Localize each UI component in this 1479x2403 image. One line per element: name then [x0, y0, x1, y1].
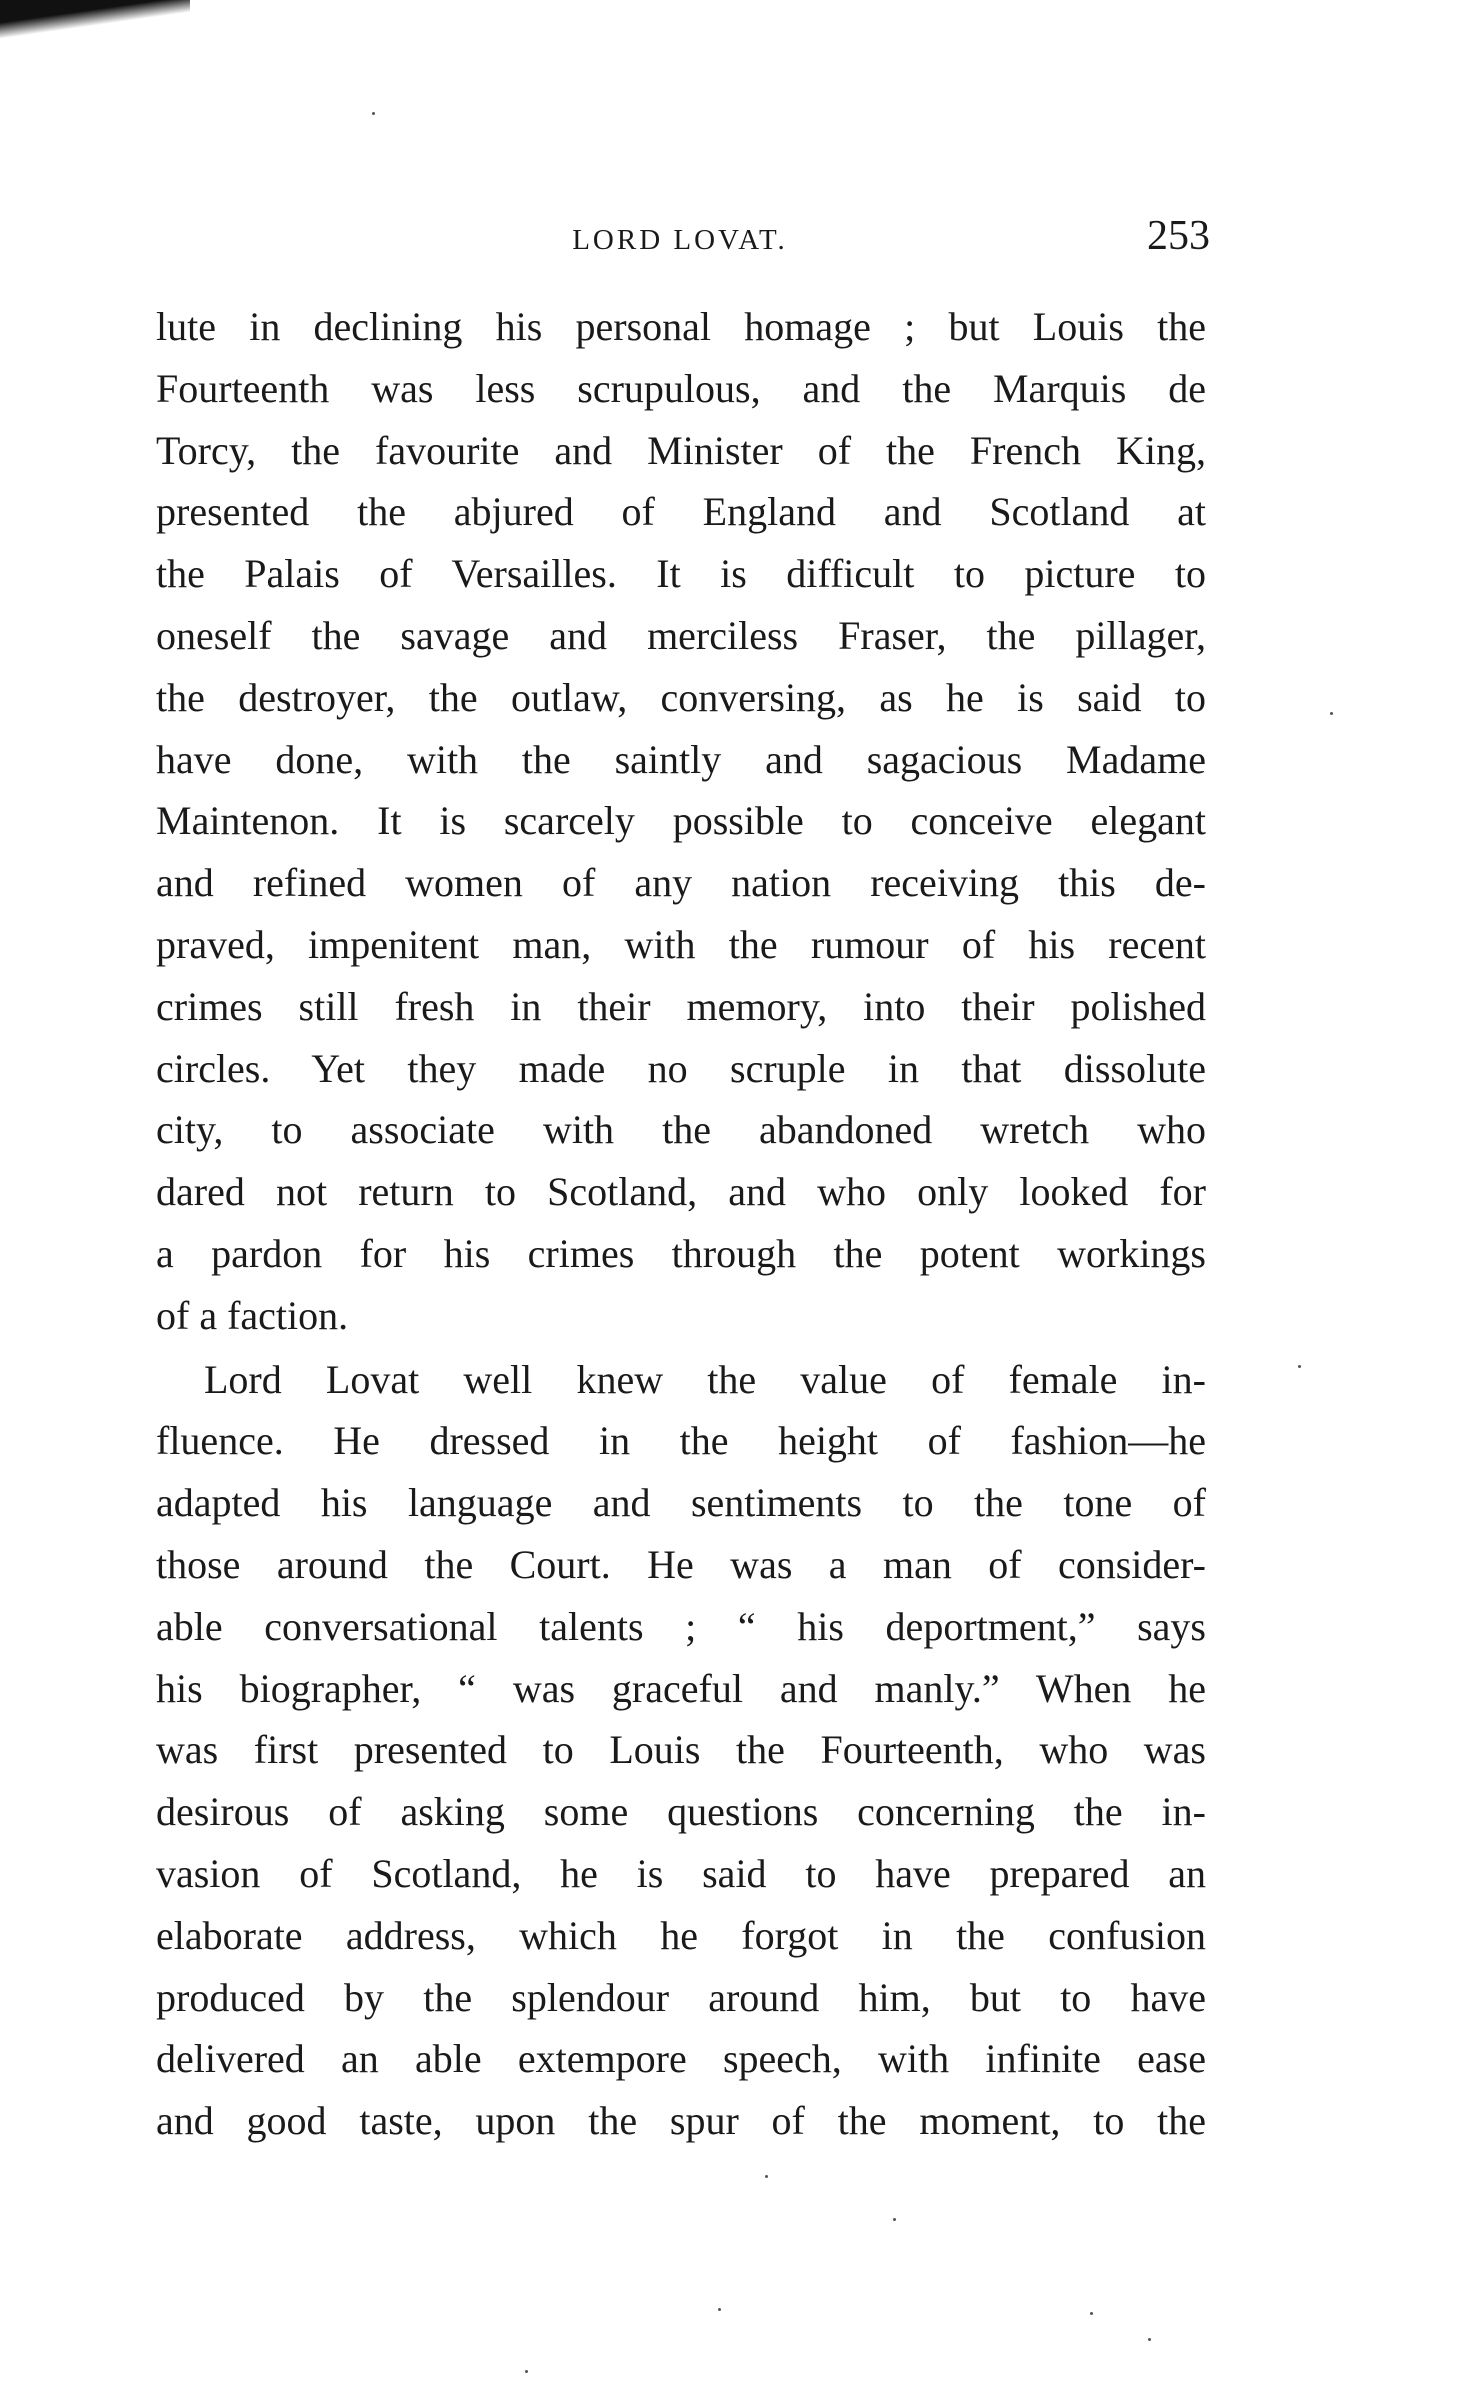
page-number: 253	[1147, 213, 1210, 259]
text-line: the destroyer, the outlaw, conversing, as he is said to	[156, 674, 1206, 720]
text-line: presented the abjured of England and Scotland at	[156, 489, 1206, 535]
text-line: have done, with the saintly and sagacious Madame	[156, 736, 1206, 782]
text-line: Torcy, the favourite and Minister of the French King,	[156, 427, 1206, 473]
paper-speck	[1298, 1365, 1301, 1368]
text-line: elaborate address, which he forgot in the confusion	[156, 1912, 1206, 1958]
paper-speck	[1330, 712, 1333, 715]
text-line: produced by the splendour around him, but to have	[156, 1974, 1206, 2020]
text-line: lute in declining his personal homage ; but Louis the	[156, 304, 1206, 349]
paper-speck	[893, 2218, 896, 2221]
text-line: those around the Court. He was a man of consider-	[156, 1541, 1206, 1587]
paragraph-1	[156, 296, 1206, 1347]
text-line: crimes still fresh in their memory, into their polished	[156, 983, 1206, 1029]
text-line: of a faction.	[156, 1292, 349, 1338]
text-line: city, to associate with the abandoned wretch who	[156, 1107, 1206, 1153]
paper-speck	[372, 112, 375, 115]
paper-speck	[525, 2370, 528, 2373]
text-line: the Palais of Versailles. It is difficult to picture to	[156, 551, 1206, 597]
paper-speck	[765, 2175, 768, 2178]
paragraph-2	[156, 1349, 1206, 2152]
text-line: Lord Lovat well knew the value of female in-	[204, 1356, 1206, 1402]
text-line: dared not return to Scotland, and who only looked for	[156, 1169, 1206, 1215]
text-line: was first presented to Louis the Fourteenth, who was	[156, 1727, 1206, 1773]
text-line: a pardon for his crimes through the potent workings	[156, 1230, 1206, 1276]
text-line: vasion of Scotland, he is said to have prepared an	[156, 1850, 1206, 1896]
text-line: able conversational talents ; “ his deportment,” says	[156, 1603, 1206, 1649]
text-line: Fourteenth was less scrupulous, and the Marquis de	[156, 365, 1206, 411]
text-line: and good taste, upon the spur of the moment, to the	[156, 2098, 1206, 2144]
body-text	[156, 296, 1206, 2152]
text-line: and refined women of any nation receiving this de-	[156, 860, 1206, 906]
paper-speck	[1148, 2338, 1151, 2341]
text-line: his biographer, “ was graceful and manly.” When he	[156, 1665, 1206, 1711]
paper-speck	[1090, 2312, 1093, 2315]
text-line: circles. Yet they made no scruple in that dissolute	[156, 1045, 1206, 1091]
running-head: LORD LOVAT.	[572, 224, 788, 256]
text-line: desirous of asking some questions concerning the in-	[156, 1789, 1206, 1835]
text-line: oneself the savage and merciless Fraser, the pillager,	[156, 612, 1206, 658]
text-line: delivered an able extempore speech, with infinite ease	[156, 2036, 1206, 2082]
text-line: fluence. He dressed in the height of fashion—he	[156, 1418, 1206, 1464]
page-header	[150, 212, 1210, 272]
text-line: adapted his language and sentiments to the tone of	[156, 1480, 1206, 1526]
paper-speck	[718, 2308, 721, 2311]
text-line: Maintenon. It is scarcely possible to conceive elegant	[156, 798, 1206, 844]
scan-edge-mark	[0, 0, 190, 38]
text-line: praved, impenitent man, with the rumour of his recent	[156, 921, 1206, 967]
